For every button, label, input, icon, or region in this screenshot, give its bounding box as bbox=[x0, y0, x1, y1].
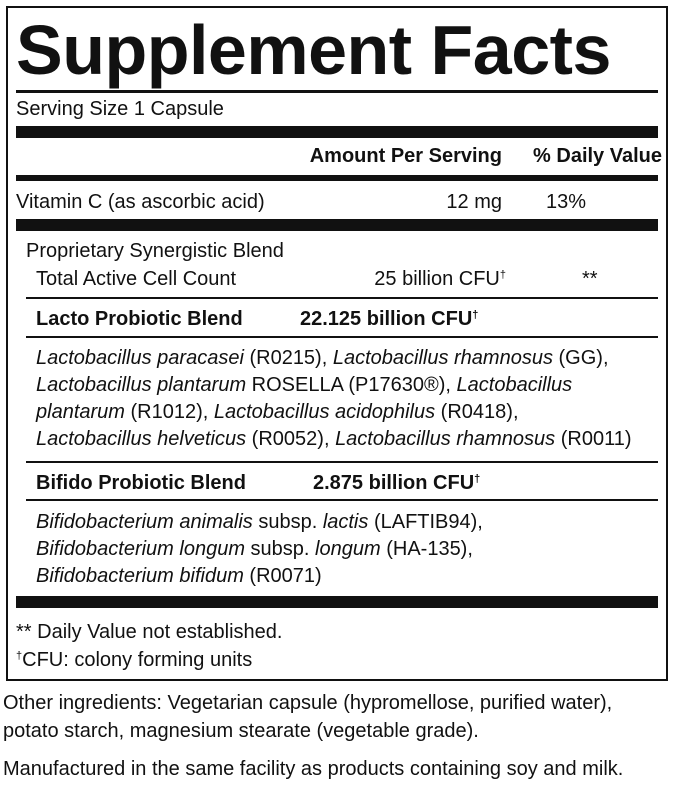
thick-rule-middle bbox=[16, 219, 658, 231]
dagger-mark: † bbox=[499, 269, 506, 281]
strain-code: (R0215), bbox=[243, 347, 333, 369]
strain-code: (R0071) bbox=[243, 565, 322, 587]
thin-rule-2 bbox=[26, 336, 658, 338]
strain-line bbox=[36, 400, 519, 424]
strain-name: plantarum bbox=[36, 401, 125, 423]
strain-code: (HA-135), bbox=[380, 538, 473, 560]
bifido-blend-name: Bifido Probiotic Blend bbox=[36, 472, 246, 494]
strain-code: (R0418), bbox=[435, 401, 519, 423]
strain-code: (R0052), bbox=[246, 428, 336, 450]
strain-name: Lactobacillus plantarum bbox=[36, 374, 247, 396]
serving-size: Serving Size 1 Capsule bbox=[16, 98, 224, 120]
dagger-mark: † bbox=[474, 473, 481, 485]
strain-line bbox=[36, 564, 322, 588]
thick-rule-bottom bbox=[16, 596, 658, 608]
strain-name: Lactobacillus helveticus bbox=[36, 428, 247, 450]
strain-name: Lactobacillus bbox=[456, 374, 573, 396]
vitamin-c-name: Vitamin C (as ascorbic acid) bbox=[16, 191, 265, 213]
strain-code: (R0011) bbox=[555, 428, 632, 450]
cell-count-label: Total Active Cell Count bbox=[36, 268, 237, 290]
lacto-blend-amount: 22.125 billion CFU† bbox=[300, 308, 479, 330]
thick-rule-top bbox=[16, 126, 658, 138]
strain-code: subsp. bbox=[245, 538, 316, 560]
strain-line bbox=[36, 510, 483, 534]
thin-rule-3 bbox=[26, 461, 658, 463]
strain-code: (R1012), bbox=[124, 401, 214, 423]
cell-count-value: 25 billion CFU† bbox=[374, 268, 506, 290]
blend-name: Proprietary Synergistic Blend bbox=[26, 240, 284, 262]
strain-name: Bifidobacterium longum bbox=[36, 538, 245, 560]
other-ingredients-line-2: potato starch, magnesium stearate (vegetable grade). bbox=[3, 720, 479, 742]
strain-code: (LAFTIB94), bbox=[368, 511, 483, 533]
strain-name: longum bbox=[315, 538, 381, 560]
bifido-blend-amount: 2.875 billion CFU† bbox=[313, 472, 481, 494]
vitamin-c-dv: 13% bbox=[546, 191, 587, 213]
header-amount: Amount Per Serving bbox=[309, 145, 502, 167]
thin-rule-1 bbox=[26, 297, 658, 299]
supplement-facts-panel bbox=[6, 6, 668, 681]
title-rule bbox=[16, 90, 658, 93]
strain-line bbox=[36, 537, 473, 561]
strain-line bbox=[36, 373, 572, 397]
panel-title: Supplement Facts bbox=[16, 11, 611, 89]
other-ingredients-line-1: Other ingredients: Vegetarian capsule (hypromellose, purified water), bbox=[3, 692, 613, 714]
strain-line bbox=[36, 346, 609, 370]
medium-rule bbox=[16, 175, 658, 181]
strain-name: Bifidobacterium bifidum bbox=[36, 565, 244, 587]
strain-code: ROSELLA (P17630®), bbox=[246, 374, 457, 396]
lacto-blend-name: Lacto Probiotic Blend bbox=[36, 308, 243, 330]
daily-value-note: ** Daily Value not established. bbox=[16, 621, 283, 643]
strain-name: Lactobacillus acidophilus bbox=[213, 401, 436, 423]
cell-count-dv: ** bbox=[582, 268, 598, 290]
strain-line bbox=[36, 427, 632, 451]
header-daily-value: % Daily Value bbox=[533, 145, 662, 167]
strain-code: (GG), bbox=[552, 347, 609, 369]
dagger-mark: † bbox=[472, 309, 479, 321]
dagger-mark: † bbox=[16, 650, 23, 662]
strain-name: Bifidobacterium animalis bbox=[36, 511, 253, 533]
cfu-note: †CFU: colony forming units bbox=[16, 649, 253, 671]
strain-code: subsp. bbox=[252, 511, 323, 533]
strain-name: lactis bbox=[322, 511, 369, 533]
manufacturing-note: Manufactured in the same facility as products containing soy and milk. bbox=[3, 758, 624, 780]
thin-rule-4 bbox=[26, 499, 658, 501]
strain-name: Lactobacillus rhamnosus bbox=[335, 428, 556, 450]
strain-name: Lactobacillus paracasei bbox=[36, 347, 244, 369]
strain-name: Lactobacillus rhamnosus bbox=[332, 347, 553, 369]
vitamin-c-amount: 12 mg bbox=[446, 191, 502, 213]
